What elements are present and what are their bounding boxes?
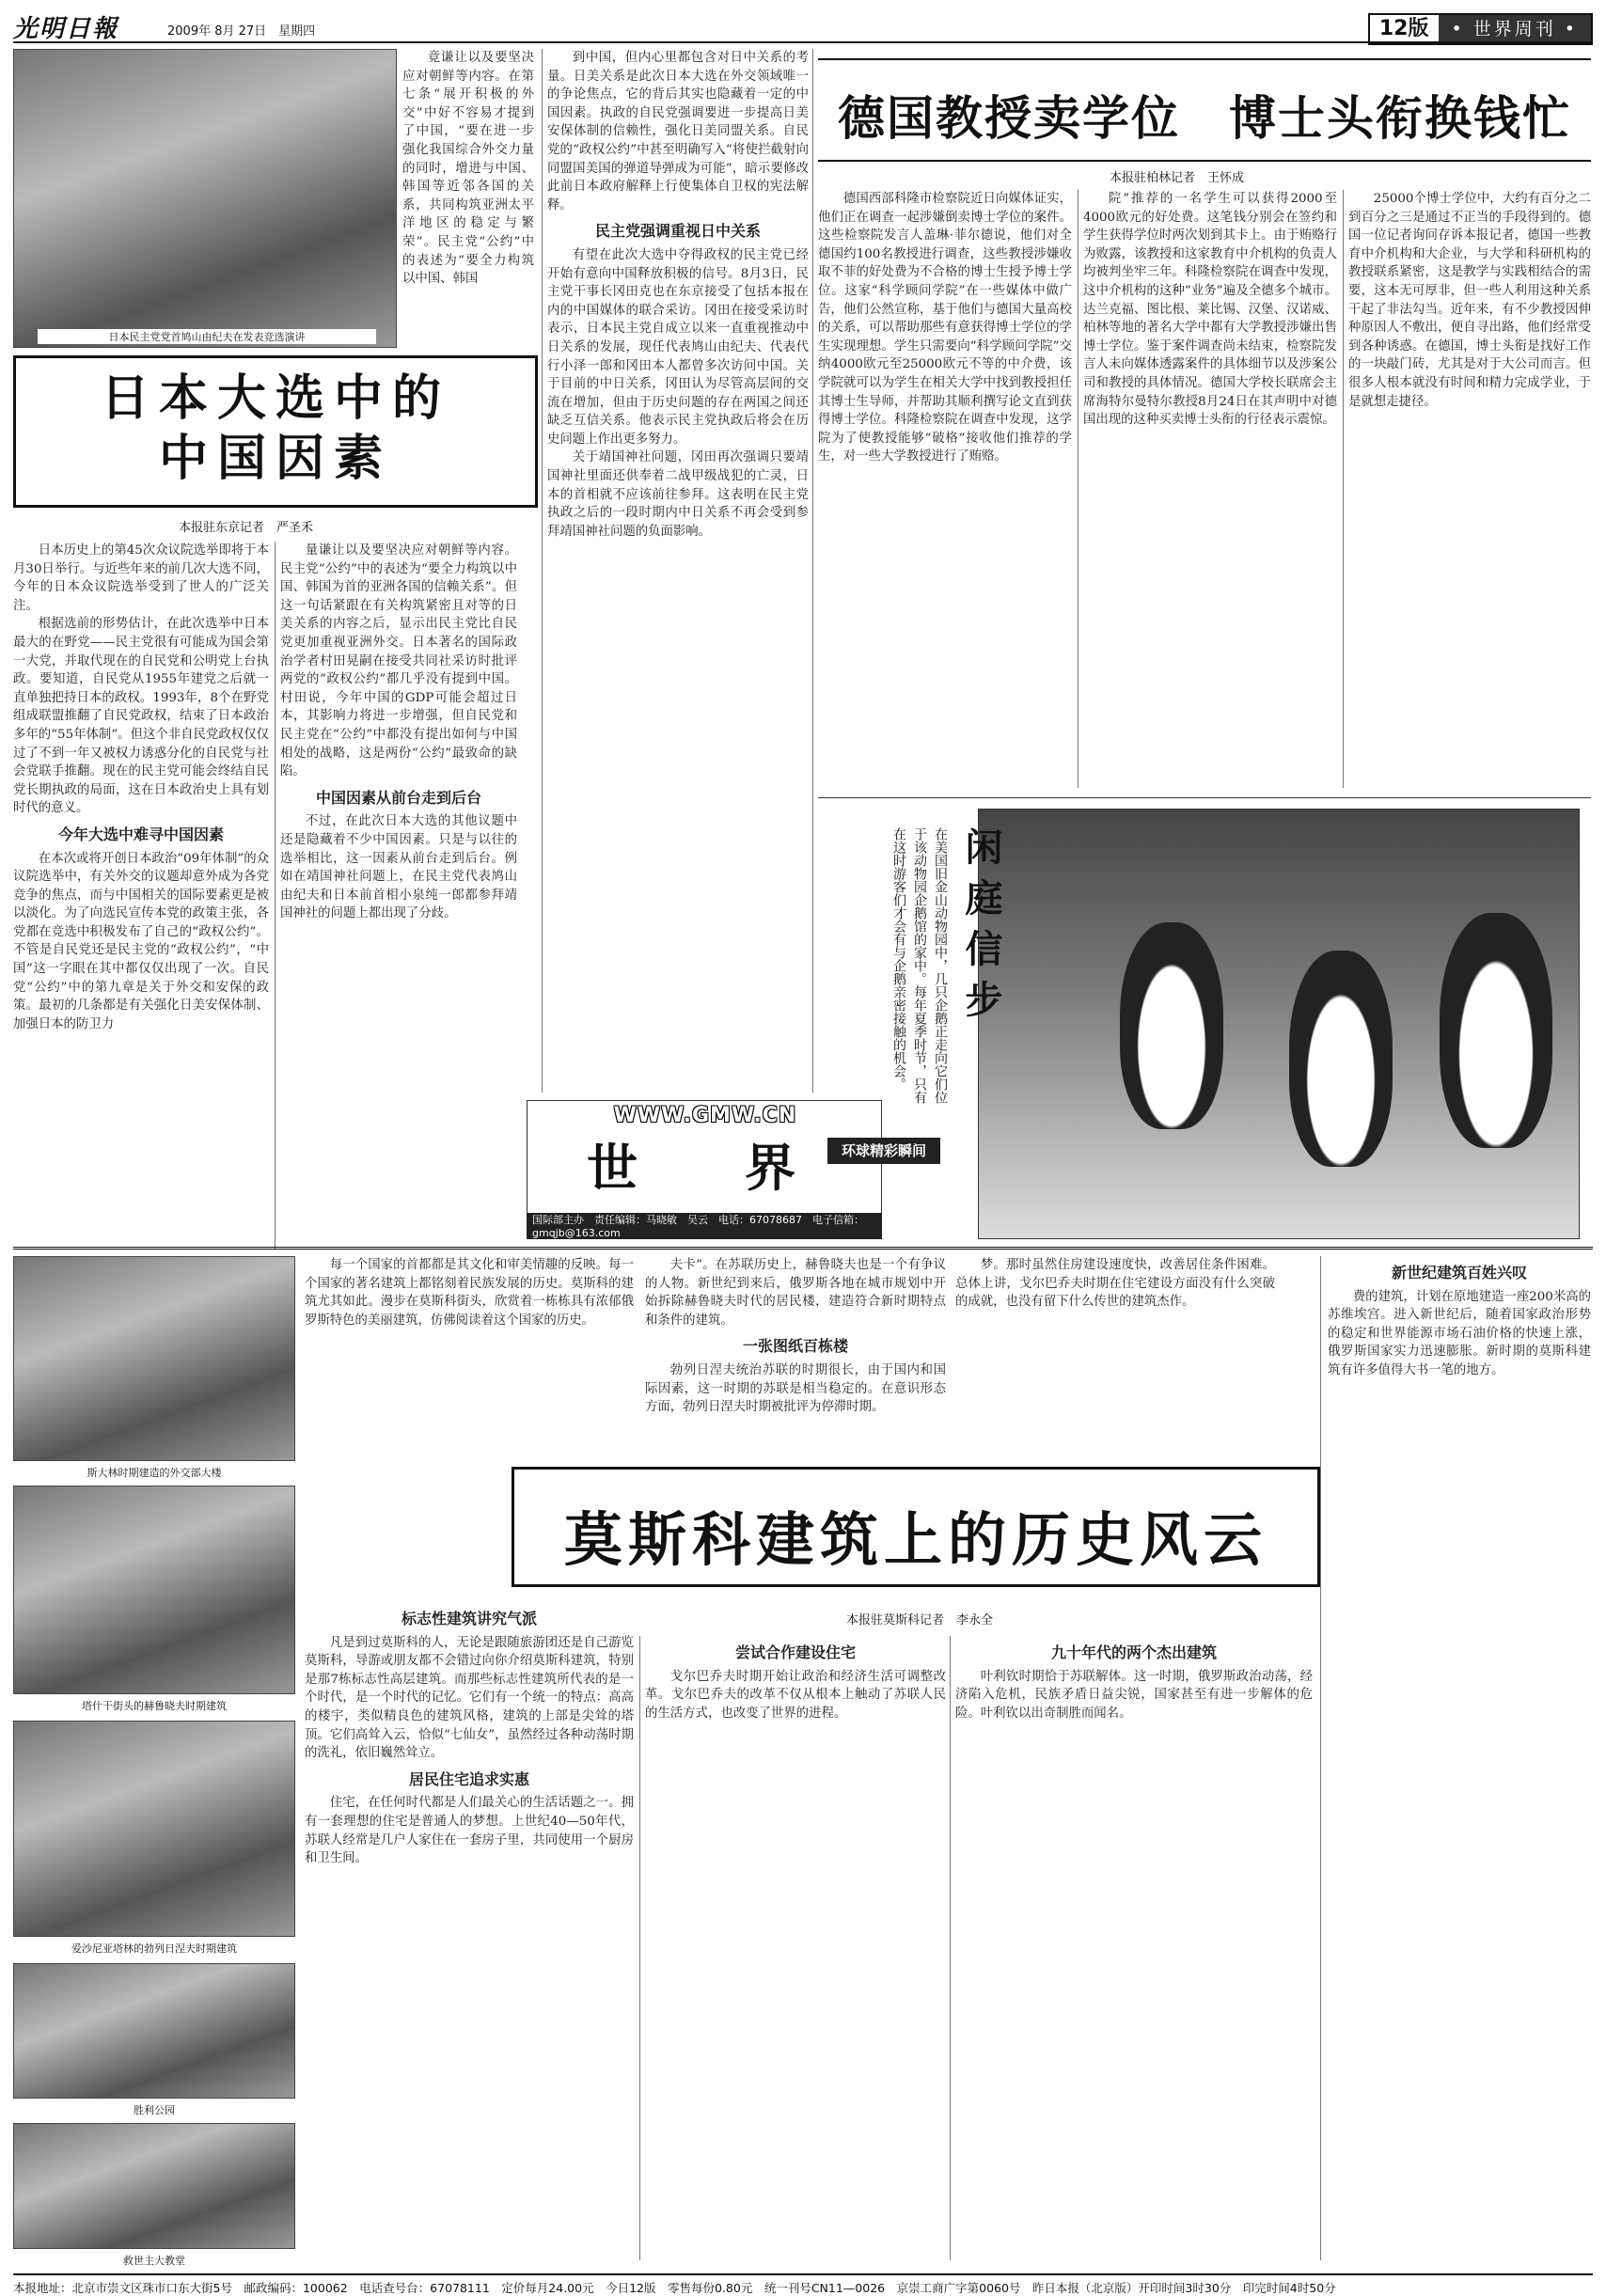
world-banner-info: 国际部主办 责任编辑：马晓敏 吴云 电话：67078687 电子信箱：gmqjb@163.com — [527, 1213, 882, 1239]
penguin-headline: 闲庭信步 — [959, 827, 1003, 1030]
moscow-subhead-4: 新世纪建筑百姓兴叹 — [1391, 1264, 1527, 1282]
moscow-photo-4 — [13, 1963, 295, 2099]
penguin-figure — [1120, 922, 1223, 1129]
japan-column-1 — [13, 542, 269, 1249]
japan-photo-caption: 日本民主党党首鸠山由纪夫在发表竞选演讲 — [38, 329, 376, 344]
japan-para-1: 日本历史上的第45次众议院选举即将于本月30日举行。与近些年来的前几次大选不同，今年的日本众议院选举受到了世人的广泛关注。 — [13, 543, 269, 613]
japan-para-3: 在本次或将开创日本政治“09年体制”的众议院选举中，有关外交的议题却意外成为各党竞争的焦点，而与中国相关的国际要素更是被以淡化。为了向选民宣传本党的政策主张，各党都在竞选中积极发布了自己的“政权公约”。不管是自民党还是民主党的“政权公约”，“中国”这一字眼在其中都仅仅出现了一次。自民党“公约”中的第九章是关于外交和安保的政策。最初的几条都是有关强化日美安保体制、加强日本的防卫力 — [13, 851, 269, 1031]
moscow-column-1 — [305, 1602, 634, 2260]
japan-para-2: 根据选前的形势估计，在此次选举中日本最大的在野党——民主党很有可能成为国会第一大党，并取代现在的自民党和公明党上台执政。要知道，自民党从1955年建党之后就一直单独把持日本的政权。1993年，8个在野党组成联盟推翻了自民党政权，结束了日本政治多年的“55年体制”。但这个非自民党政权仅仅过了不到一年又被权力诱惑分化的自民党与社会党联手推翻。现在的民主党可能会终结自民党长期执政的局面，这在日本政治史上具有划时代的意义。 — [13, 617, 269, 816]
japan-column-2 — [280, 542, 517, 1249]
moscow-col4-text: 费的建筑，计划在原地建造一座200米高的苏维埃宫。进入新世纪后，随着国家政治形势的稳定和世界能源市场石油价格的快速上涨，俄罗斯国家实力迅速膨胀。新时期的莫斯科建筑有许多值得大书一笔的地方。 — [1328, 1289, 1591, 1377]
japan-headline-line2: 中国因素 — [158, 431, 392, 487]
moscow-intro-column — [305, 1256, 634, 1457]
germany-col1-text: 德国西部科隆市检察院近日向媒体证实，他们正在调查一起涉嫌倒卖博士学位的案件。这些检察院发言人盖琳·菲尔德说，他们对全德国约100名教授进行调查，这些教授涉嫌收取不菲的好处费为不合格的博士生授予博士学位。这家“科学顾问学院”在一些媒体中做广告，他们公然宣称，基于他们与德国大量高校的关系，可以帮助那些有意获得博士学位的学生实现理想。学生只需要向“科学顾问学院”交纳4000欧元至25000欧元不等的中介费，该学院就可以为学生在相关大学中找到教授担任其博士生导师，并帮助其顺利撰写论文直到获得博士学位。科隆检察院在调查中发现，这学院为了使教授能够“破格”接收他们推荐的学生，对一些大学教授进行了贿赂。 — [818, 192, 1072, 464]
column-divider — [950, 1636, 951, 2260]
moscow-subhead-6: 尝试合作建设住宅 — [734, 1643, 856, 1661]
japan-intro-column — [402, 49, 534, 352]
moscow-column-3-top — [955, 1256, 1275, 1457]
moscow-col6-text: 戈尔巴乔夫时期开始让政治和经济生活可调整改革。戈尔巴乔夫的改革不仅从根本上触动了苏联人民的生活方式，也改变了世界的进程。 — [645, 1669, 946, 1721]
moscow-col5-text: 叶利钦时期恰于苏联解体。这一时期，俄罗斯政治动荡，经济陷入危机，民族矛盾日益尖锐，国家甚至有进一步解体的危险。叶利钦以出奇制胜而闻名。 — [955, 1669, 1313, 1721]
footer-info: 本报地址：北京市崇文区珠市口东大街5号 邮政编码：100062 电话查号台：67078111 定价每月24.00元 今日12版 零售每份0.80元 统一刊号CN11—0026 京崇工商广字第0060号 昨日本报（北京版）开印时间3时30分 印完时间4时50分 — [13, 2273, 1593, 2296]
world-banner-title: 世 界 — [587, 1139, 824, 1198]
moscow-col2-text: 夫卡”。在苏联历史上，赫鲁晓夫也是一个有争议的人物。新世纪到来后，俄罗斯各地在城市规划中开始拆除赫鲁晓夫时代的居民楼，建造符合新时期特点和条件的建筑。 — [645, 1258, 946, 1328]
moscow-column-3 — [955, 1636, 1313, 2260]
moscow-headline: 莫斯科建筑上的历史风云 — [563, 1505, 1267, 1574]
moscow-subhead-5: 九十年代的两个杰出建筑 — [1050, 1643, 1217, 1661]
japan-col2b-text: 不过，在此次日本大选的其他议题中还是隐藏着不少中国因素。只是与以往的选举相比，这一因素从前台走到后台。例如在靖国神社问题上，在民主党代表鸠山由纪夫和日本前首相小泉纯一郎都参拜靖国神社的问题上都出现了分歧。 — [280, 814, 517, 921]
moscow-photo-5 — [13, 2123, 295, 2249]
column-divider — [542, 49, 543, 1093]
japan-subhead-3: 民主党强调重视日中关系 — [594, 222, 761, 241]
page-number: 12版 — [1370, 15, 1439, 43]
column-divider — [1343, 190, 1344, 788]
moscow-photo-2 — [13, 1486, 295, 1694]
issue-date: 2009年 8月 27日 星期四 — [167, 24, 316, 39]
moscow-column-4 — [1328, 1256, 1591, 1613]
japan-photo — [13, 49, 397, 348]
moscow-subhead-3: 一张图纸百栋楼 — [742, 1337, 848, 1356]
moscow-col3-text: 梦。那时虽然住房建设速度快，改善居住条件困难。总体上讲，戈尔巴乔夫时期在住宅建设方面没有什么突破的成就，也没有留下什么传世的建筑杰作。 — [955, 1258, 1275, 1310]
japan-intro-text: 竟谦让以及要坚决应对朝鲜等内容。在第七条“展开积极的外交”中好不容易才提到了中国，“要在进一步强化我国综合外交力量的同时，增进与中国、韩国等近邻各国的关系，共同构筑亚洲太平洋地区的稳定与繁荣”。民主党“公约”中的表述为“要全力构筑以中国、韩国 — [402, 51, 534, 287]
moscow-col2b-text: 勃列日涅夫统治苏联的时期很长，由于国内和国际因素，这一时期的苏联是相当稳定的。在意识形态方面，勃列日涅夫时期被批评为停滞时期。 — [645, 1362, 946, 1415]
japan-subhead-2: 中国因素从前台走到后台 — [315, 788, 481, 807]
germany-column-3 — [1348, 190, 1591, 788]
moscow-col1b-text: 凡是到过莫斯科的人，无论是跟随旅游团还是自己游览莫斯科，导游或朋友都不会错过向你介绍莫斯科建筑，特别是那7栋标志性高层建筑。而那些标志性建筑所代表的是一个时代，是一个时代的记忆。它们有一个统一的特点：高高的楼宇，类似精良色的建筑风格，建筑的上部是尖耸的塔顶。它们高耸入云，恰似“七仙女”，虽然经过各种动荡时期的洗礼，依旧巍然耸立。 — [305, 1635, 634, 1761]
moscow-photo-3 — [13, 1721, 295, 1937]
japan-column-3 — [547, 49, 809, 1093]
masthead-logo: 光明日報 — [13, 15, 119, 43]
world-banner-url[interactable]: WWW.GMW.CN — [613, 1104, 797, 1127]
moscow-column-2 — [645, 1636, 946, 2260]
column-divider — [275, 542, 276, 1249]
japan-subhead-1: 今年大选中难寻中国因素 — [57, 825, 224, 843]
moscow-caption-1: 斯大林时期建造的外交部大楼 — [87, 1467, 222, 1479]
column-divider — [1320, 1256, 1321, 2260]
column-divider — [812, 49, 813, 1093]
germany-column-1 — [818, 190, 1072, 788]
japan-col3c-text: 关于靖国神社问题，冈田再次强调只要靖国神社里面还供奉着二战甲级战犯的亡灵，日本的首相就不应该前往参拜。这表明在民主党执政之后的一段时期内中日关系不再会受到参拜靖国神社问题的负面影响。 — [547, 450, 809, 539]
germany-byline: 本报驻柏林记者 王怀成 — [1110, 171, 1245, 185]
moscow-caption-2: 塔什干街头的赫鲁晓夫时期建筑 — [82, 1700, 227, 1712]
japan-col3b-text: 有望在此次大选中夺得政权的民主党已经开始有意向中国释放积极的信号。8月3日，民主党干事长冈田克也在东京接受了包括本报在内的中国媒体的联合采访。冈田在接受采访时表示，日本民主党自成立以来一直重视推动中日关系的发展，现任代表鸠山由纪夫、代表代行小泽一郎和冈田本人都曾多次访问中国。关于目前的中日关系，冈田认为尽管高层间的交流在增加，但由于历史问题的存在两国之间还缺乏互信关系。他表示民主党执政后将会在历史问题上作出更多努力。 — [547, 247, 809, 447]
japan-col3a-text: 到中国，但内心里都包含对日中关系的考量。日美关系是此次日本大选在外交领域唯一的争论焦点，它的背后其实也隐藏着一定的中国因素。执政的自民党强调要进一步提高日美安保体制的信赖性，强化日美同盟关系。自民党的“政权公约”中甚至明确写入“将使拦截射向同盟国美国的弹道导弹成为可能”，暗示要修改此前日本政府解释上行使集体自卫权的宪法解释。 — [547, 51, 809, 212]
moscow-col1-text: 每一个国家的首都都是其文化和审美情趣的反映。每一个国家的著名建筑上都铭刻着民族发展的历史。莫斯科的建筑尤其如此。漫步在莫斯科街头，欣赏着一栋栋具有浓郁俄罗斯特色的美丽建筑，仿佛阅读着这个国家的历史。 — [305, 1258, 634, 1328]
japan-headline — [13, 369, 538, 489]
penguin-caption: 在美国旧金山动物园中，几只企鹅正走向它们位于该动物园企鹅馆的家中。每年夏季时节，只有在这时游客们才会有与企鹅亲密接触的机会。 — [891, 827, 948, 1104]
germany-column-2 — [1083, 190, 1337, 788]
japan-byline: 本报驻东京记者 严圣禾 — [179, 521, 314, 535]
section-rule — [13, 1247, 1593, 1250]
japan-col2-text: 量谦让以及要坚决应对朝鲜等内容。民主党“公约”中的表述为“要全力构筑以中国、韩国为首的亚洲各国的信赖关系”。但这一句话紧跟在有关构筑紧密且对等的日美关系的内容之后，显示出民主党比自民党更加重视亚洲外交。日本著名的国际政治学者村田晃嗣在接受共同社采访时批评两党的“政权公约”都几乎没有提到中国。村田说，今年中国的GDP可能会超过日本，其影响力将进一步增强，但自民党和民主党在“公约”中都没有提出如何与中国相处的战略，这是两份“公约”最致命的缺陷。 — [280, 543, 517, 779]
section-rule — [818, 797, 1591, 798]
moscow-byline: 本报驻莫斯科记者 李永全 — [846, 1613, 994, 1628]
section-name: • 世界周刊 • — [1439, 15, 1592, 43]
penguin-figure — [1289, 951, 1393, 1167]
penguin-photo — [978, 809, 1580, 1239]
germany-col3-text: 25000个博士学位中，大约有百分之二到百分之三是通过不正当的手段得到的。德国一位记者询问存诉本报记者，德国一些教育中介机构和大企业，与大学和科研机构的教授联系紧密，这是教学与实践相结合的需要，这本无可厚非，但一些人利用这种关系干起了非法勾当。近年来，有不少教授因伸种原因人不敷出，便自寻出路，他们经常受到各种诱惑。在德国，博士头衔是找好工作的一块敲门砖，尤其是对于大公司而言。但很多人根本就没有时间和精力完成学业，于是就想走捷径。 — [1348, 192, 1591, 409]
column-divider — [1078, 190, 1079, 788]
penguin-figure — [1440, 913, 1552, 1148]
moscow-subhead-1: 标志性建筑讲究气派 — [401, 1610, 537, 1628]
column-divider — [639, 1636, 640, 2260]
germany-col2-text: 院”推荐的一名学生可以获得2000至4000欧元的好处费。这笔钱分别会在签约和学生获得学位时两次划到其卡上。由于贿赂行为败露，该教授和这家教育中介机构的负责人均被判坐牢三年。科隆检察院在调查中发现，这中介机构的这种“业务”遍及全德多个城市。达兰克福、图比根、莱比锡、汉堡、汉诺威、柏林等地的著名大学中都有大学教授涉嫌出售博士学位。鉴于案件调查尚未结束，检察院发言人未向媒体透露案件的具体细节以及涉案公司和教授的具体情况。德国大学校长联席会主席海特尔曼特尔教授8月24日在其声明中对德国出现的这种买卖博士头衔的行径表示震惊。 — [1083, 192, 1337, 428]
germany-headline: 德国教授卖学位 博士头衔换钱忙 — [838, 91, 1571, 146]
page-badge — [1368, 13, 1593, 45]
moscow-column-2-top — [645, 1256, 946, 1457]
moscow-caption-5: 救世主大教堂 — [123, 2255, 185, 2267]
moscow-photo-1 — [13, 1256, 295, 1461]
moscow-caption-3: 爱沙尼亚塔林的勃列日涅夫时期建筑 — [71, 1942, 237, 1955]
global-moments-logo: 环球精彩瞬间 — [827, 1138, 940, 1164]
moscow-col1c-text: 住宅，在任何时代都是人们最关心的生活话题之一。拥有一套理想的住宅是普通人的梦想。上世纪40—50年代，苏联人经常是几户人家住在一套房子里，共同使用一个厨房和卫生间。 — [305, 1796, 634, 1866]
japan-headline-line1: 日本大选中的 — [100, 370, 450, 427]
masthead-rule — [13, 41, 1593, 43]
moscow-caption-4: 胜利公园 — [134, 2104, 175, 2116]
moscow-subhead-2: 居民住宅追求实惠 — [408, 1769, 529, 1788]
